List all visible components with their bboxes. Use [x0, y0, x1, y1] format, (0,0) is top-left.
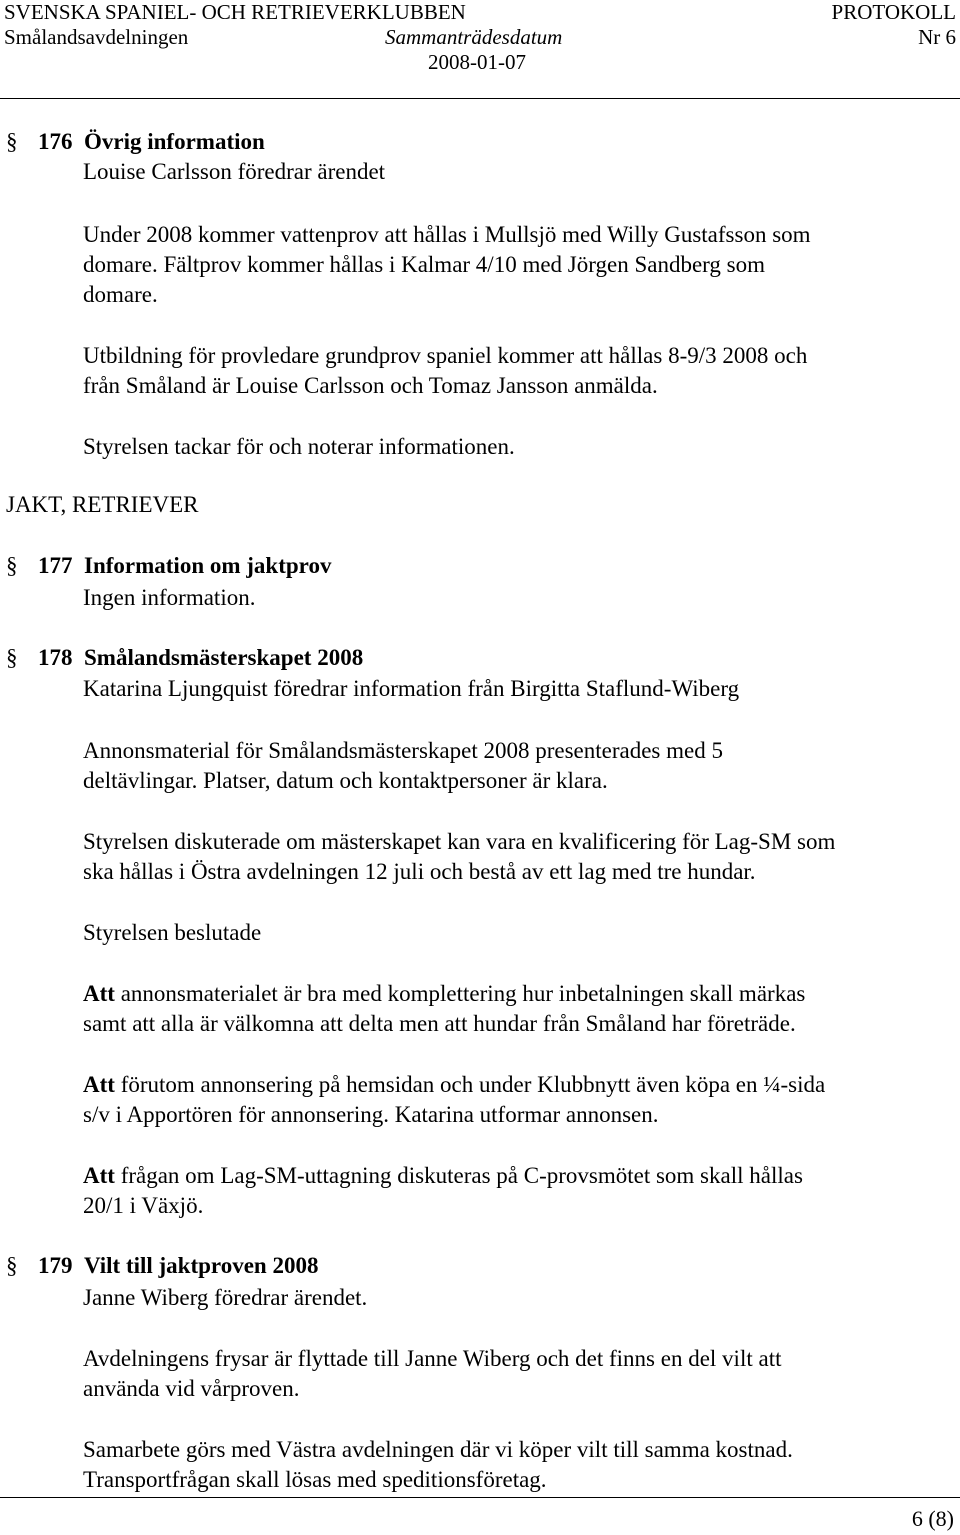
decision-3: Att frågan om Lag-SM-uttagning diskuteras på C-provsmötet som skall hållas 20/1 i Växjö. [83, 1163, 803, 1218]
decision-2: Att förutom annonsering på hemsidan och under Klubbnytt även köpa en ¼-sida s/v i Apportören för annonsering. Katarina utformar annonsen. [83, 1072, 826, 1127]
meeting-date-label: Sammanträdesdatum [385, 25, 563, 49]
section-177-title: § 177 Information om jaktprov [6, 553, 332, 578]
section-178-title: § 178 Smålandsmästerskapet 2008 [6, 645, 364, 670]
section-178-presenter: Katarina Ljungquist föredrar information från Birgitta Staflund-Wiberg [83, 676, 740, 701]
club-name: SVENSKA SPANIEL- OCH RETRIEVERKLUBBEN [4, 0, 466, 24]
paragraph-icon: § [6, 129, 18, 154]
section-179-paragraph-2: Samarbete görs med Västra avdelningen där vi köper vilt till samma kostnad. Transportfrågan skall lösas med speditionsföretag. [83, 1437, 793, 1492]
paragraph-icon: § [6, 553, 18, 578]
section-179-paragraph-1: Avdelningens frysar är flyttade till Janne Wiberg och det finns en del vilt att använda vid vårproven. [83, 1346, 782, 1401]
document-type: PROTOKOLL [831, 0, 956, 24]
section-176-paragraph-1: Under 2008 kommer vattenprov att hållas i Mullsjö med Willy Gustafsson som domare. Fältprov kommer hållas i Kalmar 4/10 med Jörgen Sandberg som domare. [83, 222, 811, 307]
paragraph-icon: § [6, 645, 18, 670]
section-176-paragraph-2: Utbildning för provledare grundprov spaniel kommer att hållas 8-9/3 2008 och från Småland är Louise Carlsson och Tomaz Jansson anmälda. [83, 343, 808, 398]
section-179-title: § 179 Vilt till jaktproven 2008 [6, 1253, 319, 1278]
section-176-title: § 176 Övrig information [6, 129, 265, 154]
section-176-presenter: Louise Carlsson föredrar ärendet [83, 159, 386, 184]
footer-divider [0, 1497, 960, 1498]
section-177-text: Ingen information. [83, 585, 256, 610]
decision-1: Att annonsmaterialet är bra med komplettering hur inbetalningen skall märkas samt att alla är välkomna att delta men att hundar från Småland har företräde. [83, 981, 806, 1036]
section-heading: JAKT, RETRIEVER [6, 492, 199, 517]
page-number: 6 (8) [911, 1506, 954, 1531]
section-178-paragraph-2: Styrelsen diskuterade om mästerskapet kan vara en kvalificering för Lag-SM som ska hållas i Östra avdelningen 12 juli och bestå av ett lag med tre hundar. [83, 829, 836, 884]
section-179-presenter: Janne Wiberg föredrar ärendet. [83, 1285, 368, 1310]
protocol-number: Nr 6 [918, 25, 956, 49]
paragraph-icon: § [6, 1253, 18, 1278]
section-178-paragraph-1: Annonsmaterial för Smålandsmästerskapet 2008 presenterades med 5 deltävlingar. Platser, datum och kontaktpersoner är klara. [83, 738, 723, 793]
header-divider [0, 98, 960, 99]
section-176-paragraph-3: Styrelsen tackar för och noterar informationen. [83, 434, 515, 459]
meeting-date: 2008-01-07 [428, 50, 526, 74]
division-name: Smålandsavdelningen [4, 25, 189, 49]
section-178-paragraph-3: Styrelsen beslutade [83, 920, 262, 945]
